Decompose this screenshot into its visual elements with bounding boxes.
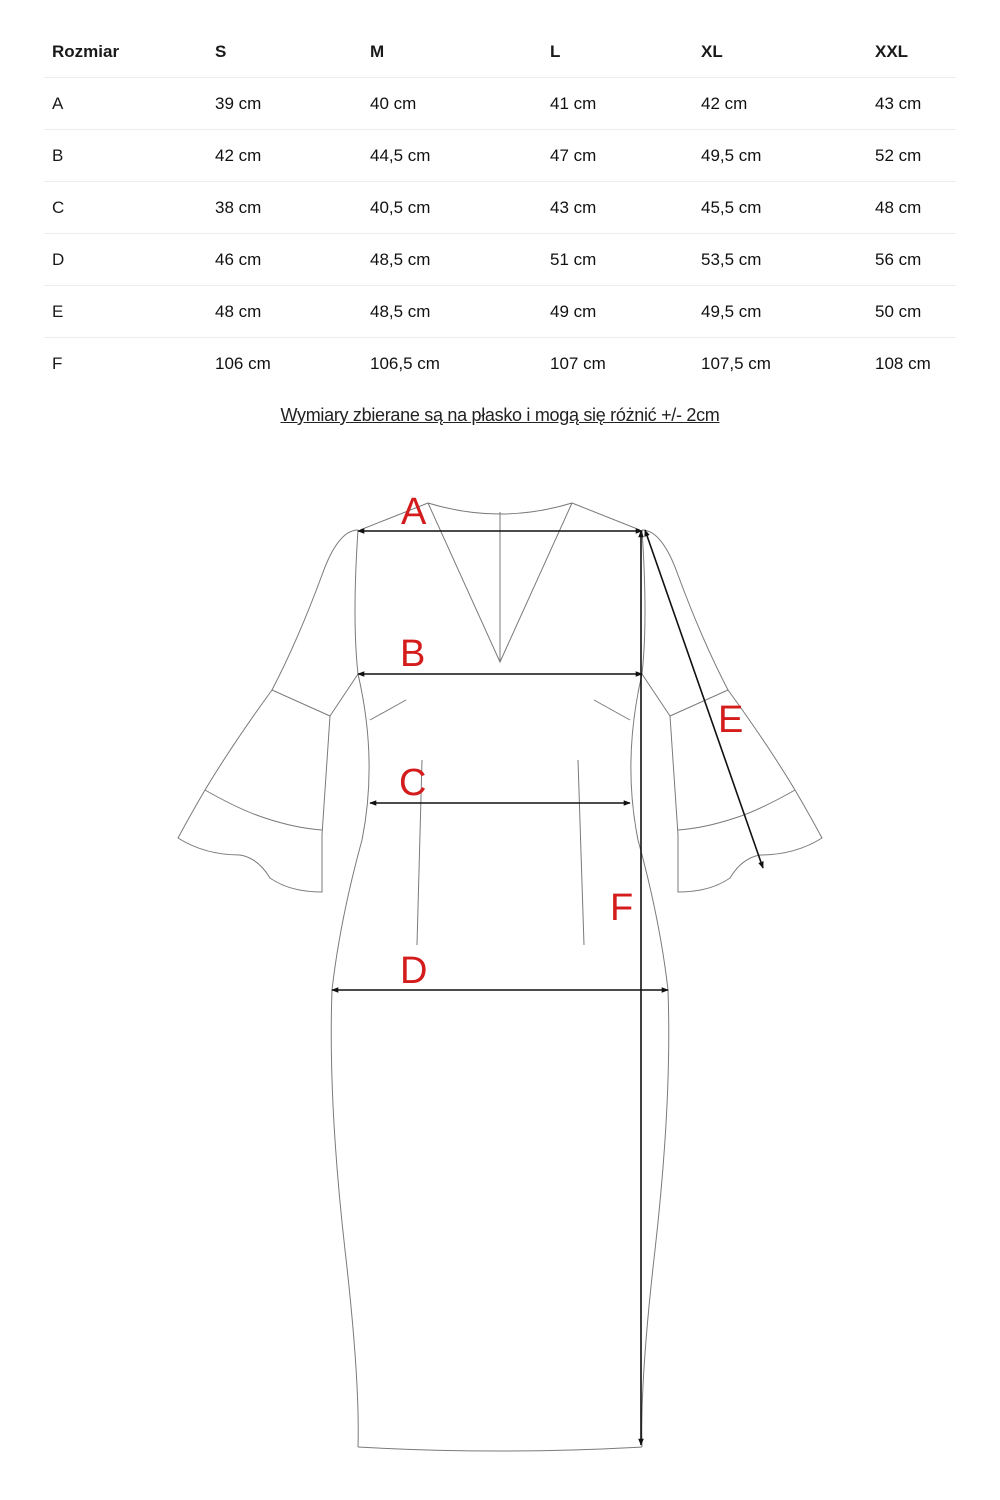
table-cell: 49 cm <box>542 286 693 338</box>
table-cell: 42 cm <box>207 130 362 182</box>
right-ruffle <box>670 690 822 892</box>
table-row <box>44 338 956 390</box>
table-cell: 45,5 cm <box>693 182 867 234</box>
table-cell: 48,5 cm <box>362 286 542 338</box>
column-header: S <box>207 26 362 78</box>
dress-outline <box>178 503 822 1451</box>
right-bust-dart <box>594 700 630 720</box>
table-cell: 40,5 cm <box>362 182 542 234</box>
column-header: M <box>362 26 542 78</box>
measurement-note: Wymiary zbierane są na płasko i mogą się różnić +/- 2cm <box>280 405 720 425</box>
table-row <box>44 182 956 234</box>
table-cell: 106,5 cm <box>370 353 440 373</box>
table-cell: 56 cm <box>867 234 956 286</box>
table-cell: 43 cm <box>867 78 956 130</box>
label-a: A <box>401 491 427 533</box>
table-cell: 50 cm <box>867 286 956 338</box>
table-cell: 107 cm <box>550 353 606 373</box>
table-row <box>44 286 956 338</box>
row-label: C <box>44 182 207 234</box>
label-f: F <box>610 887 634 929</box>
dress-diagram <box>0 470 1000 1470</box>
table-cell: 38 cm <box>207 182 362 234</box>
table-cell: 108 cm <box>875 353 931 373</box>
left-sleeve <box>272 530 358 716</box>
table-cell: 41 cm <box>542 78 693 130</box>
table-cell: 40 cm <box>362 78 542 130</box>
hem <box>358 1447 642 1451</box>
table-cell: 51 cm <box>542 234 693 286</box>
column-header: L <box>542 26 693 78</box>
table-cell: 42 cm <box>693 78 867 130</box>
table-header-row <box>44 26 956 78</box>
size-table <box>44 26 956 389</box>
measurement-labels <box>399 491 743 992</box>
table-cell: 48 cm <box>207 286 362 338</box>
column-header: XL <box>693 26 867 78</box>
row-label: B <box>44 130 207 182</box>
table-cell: 46 cm <box>207 234 362 286</box>
row-label: E <box>44 286 207 338</box>
table-row <box>44 78 956 130</box>
column-header: XXL <box>867 26 956 78</box>
table-cell: 107,5 cm <box>701 353 771 373</box>
table-cell: 106 cm <box>215 353 271 373</box>
right-side <box>631 674 669 1447</box>
table-cell: 49,5 cm <box>693 286 867 338</box>
right-sleeve-inner <box>642 530 670 716</box>
left-side <box>331 674 369 1447</box>
right-waist-dart <box>578 760 584 945</box>
right-ruffle-tier <box>678 790 795 830</box>
label-e: E <box>718 699 744 741</box>
left-ruffle <box>178 690 330 892</box>
table-cell: 43 cm <box>542 182 693 234</box>
row-label: F <box>52 353 63 373</box>
table-cell: 53,5 cm <box>693 234 867 286</box>
row-label: A <box>44 78 207 130</box>
label-c: C <box>399 762 427 804</box>
table-cell: 52 cm <box>867 130 956 182</box>
table-cell: 47 cm <box>542 130 693 182</box>
table-cell: 48,5 cm <box>362 234 542 286</box>
label-b: B <box>400 633 426 675</box>
label-d: D <box>400 950 428 992</box>
table-row <box>44 130 956 182</box>
measurement-arrows <box>332 530 763 1445</box>
table-cell: 49,5 cm <box>693 130 867 182</box>
column-header: Rozmiar <box>44 26 207 78</box>
table-cell: 44,5 cm <box>362 130 542 182</box>
table-cell: 39 cm <box>207 78 362 130</box>
table-cell: 48 cm <box>867 182 956 234</box>
right-shoulder <box>572 503 640 530</box>
left-sleeve-inner <box>330 530 358 716</box>
table-row <box>44 234 956 286</box>
row-label: D <box>44 234 207 286</box>
left-ruffle-tier <box>205 790 322 830</box>
left-bust-dart <box>370 700 406 720</box>
arrow-e <box>645 530 763 868</box>
